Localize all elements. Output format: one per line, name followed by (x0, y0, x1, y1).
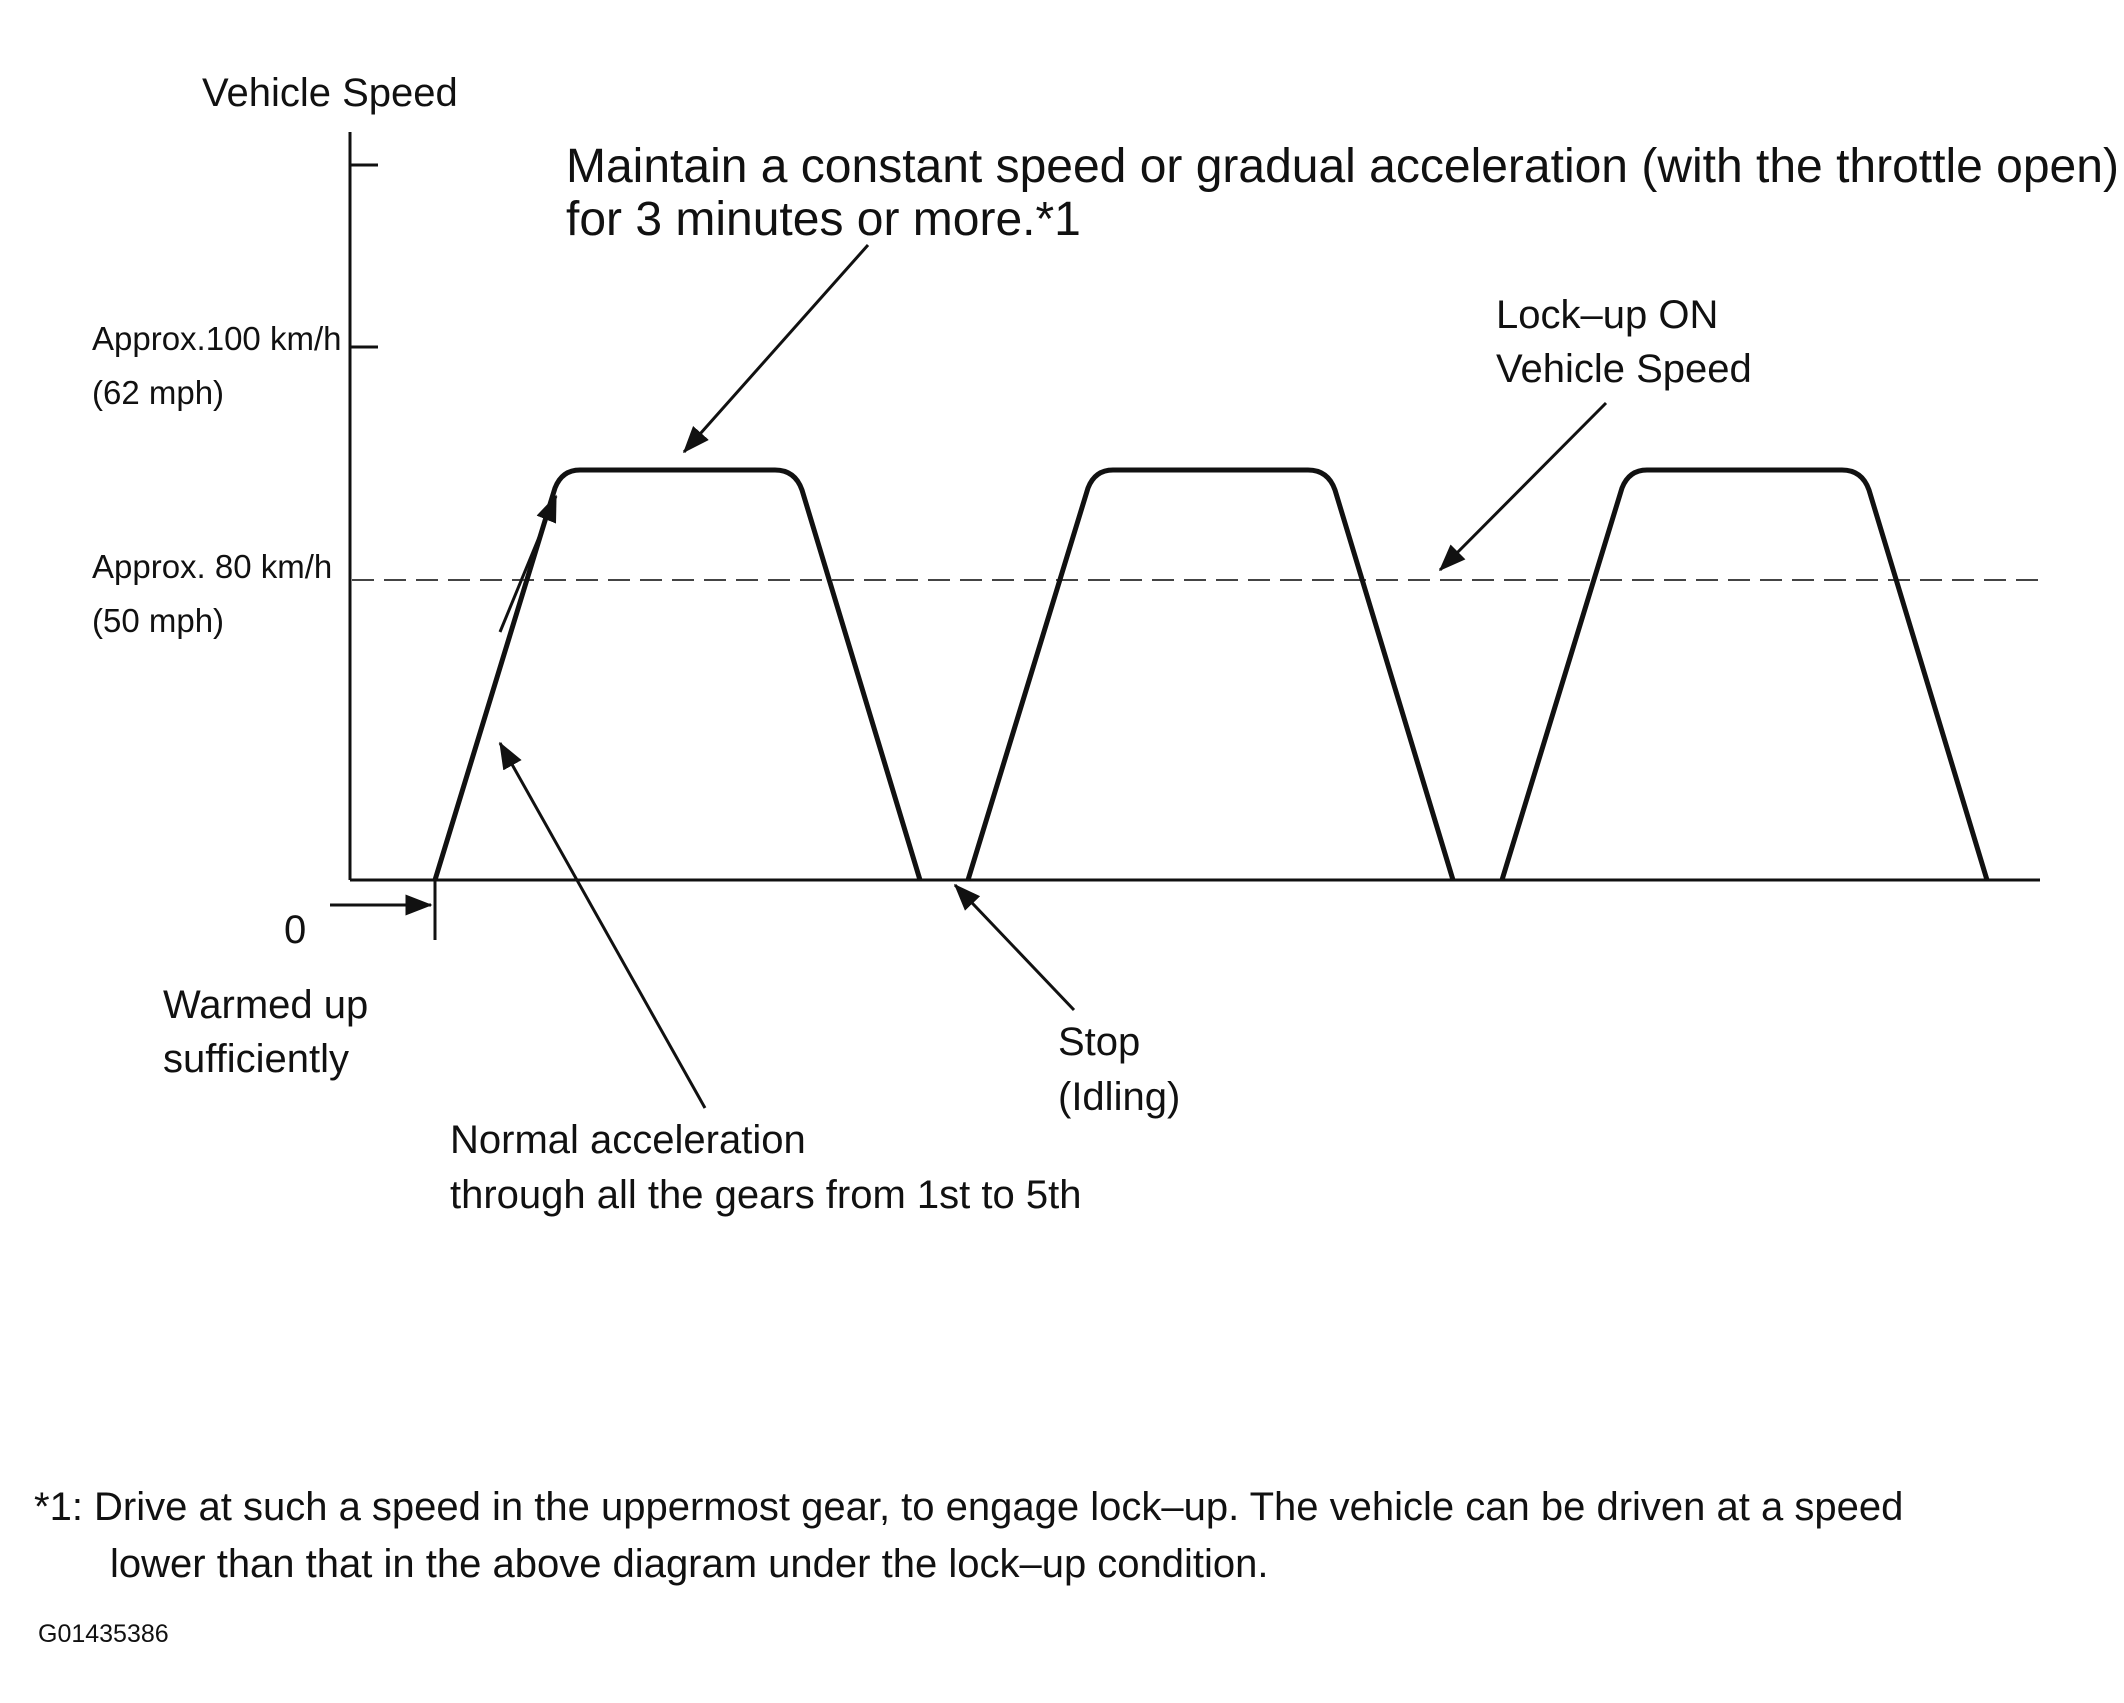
y-axis-label: Vehicle Speed (202, 71, 458, 115)
maintain-speed-text-line1: Maintain a constant speed or gradual acceleration (with the throttle open) (566, 140, 2119, 193)
warmed-up-label-line1: Warmed up (163, 983, 369, 1027)
normal-accel-arrow (500, 743, 705, 1108)
stop-arrow (955, 885, 1074, 1010)
drive-cycle-2 (968, 470, 1453, 880)
tick-label-50mph: (50 mph) (92, 602, 225, 639)
axes (350, 132, 2040, 940)
tick-label-62mph: (62 mph) (92, 374, 225, 411)
lockup-label-line1: Lock–up ON (1496, 293, 1719, 337)
lockup-arrow (1440, 403, 1606, 570)
normal-accel-label-line1: Normal acceleration (450, 1118, 806, 1162)
maintain-arrow (684, 245, 868, 452)
maintain-speed-text-line2: for 3 minutes or more.*1 (566, 193, 1081, 246)
figure-id: G01435386 (38, 1620, 169, 1648)
normal-accel-label-line2: through all the gears from 1st to 5th (450, 1173, 1082, 1217)
drive-cycle-3 (1502, 470, 1987, 880)
stop-label-line2: (Idling) (1058, 1075, 1181, 1119)
speed-profile (435, 470, 1987, 880)
footnote-line2: lower than that in the above diagram under the lock–up condition. (110, 1542, 1269, 1586)
zero-label: 0 (284, 908, 307, 952)
lockup-label-line2: Vehicle Speed (1496, 347, 1752, 391)
warmed-up-label-line2: sufficiently (163, 1037, 350, 1081)
drive-cycle-1 (435, 470, 920, 880)
tick-label-80kmh: Approx. 80 km/h (92, 548, 333, 585)
normal-accel-arrow-to-profile (500, 496, 556, 632)
tick-label-100kmh: Approx.100 km/h (92, 320, 342, 357)
leader-arrows (330, 245, 1606, 1108)
stop-label-line1: Stop (1058, 1020, 1141, 1064)
footnote-line1: *1: Drive at such a speed in the uppermost gear, to engage lock–up. The vehicle can be driven at a speed (34, 1485, 1904, 1529)
